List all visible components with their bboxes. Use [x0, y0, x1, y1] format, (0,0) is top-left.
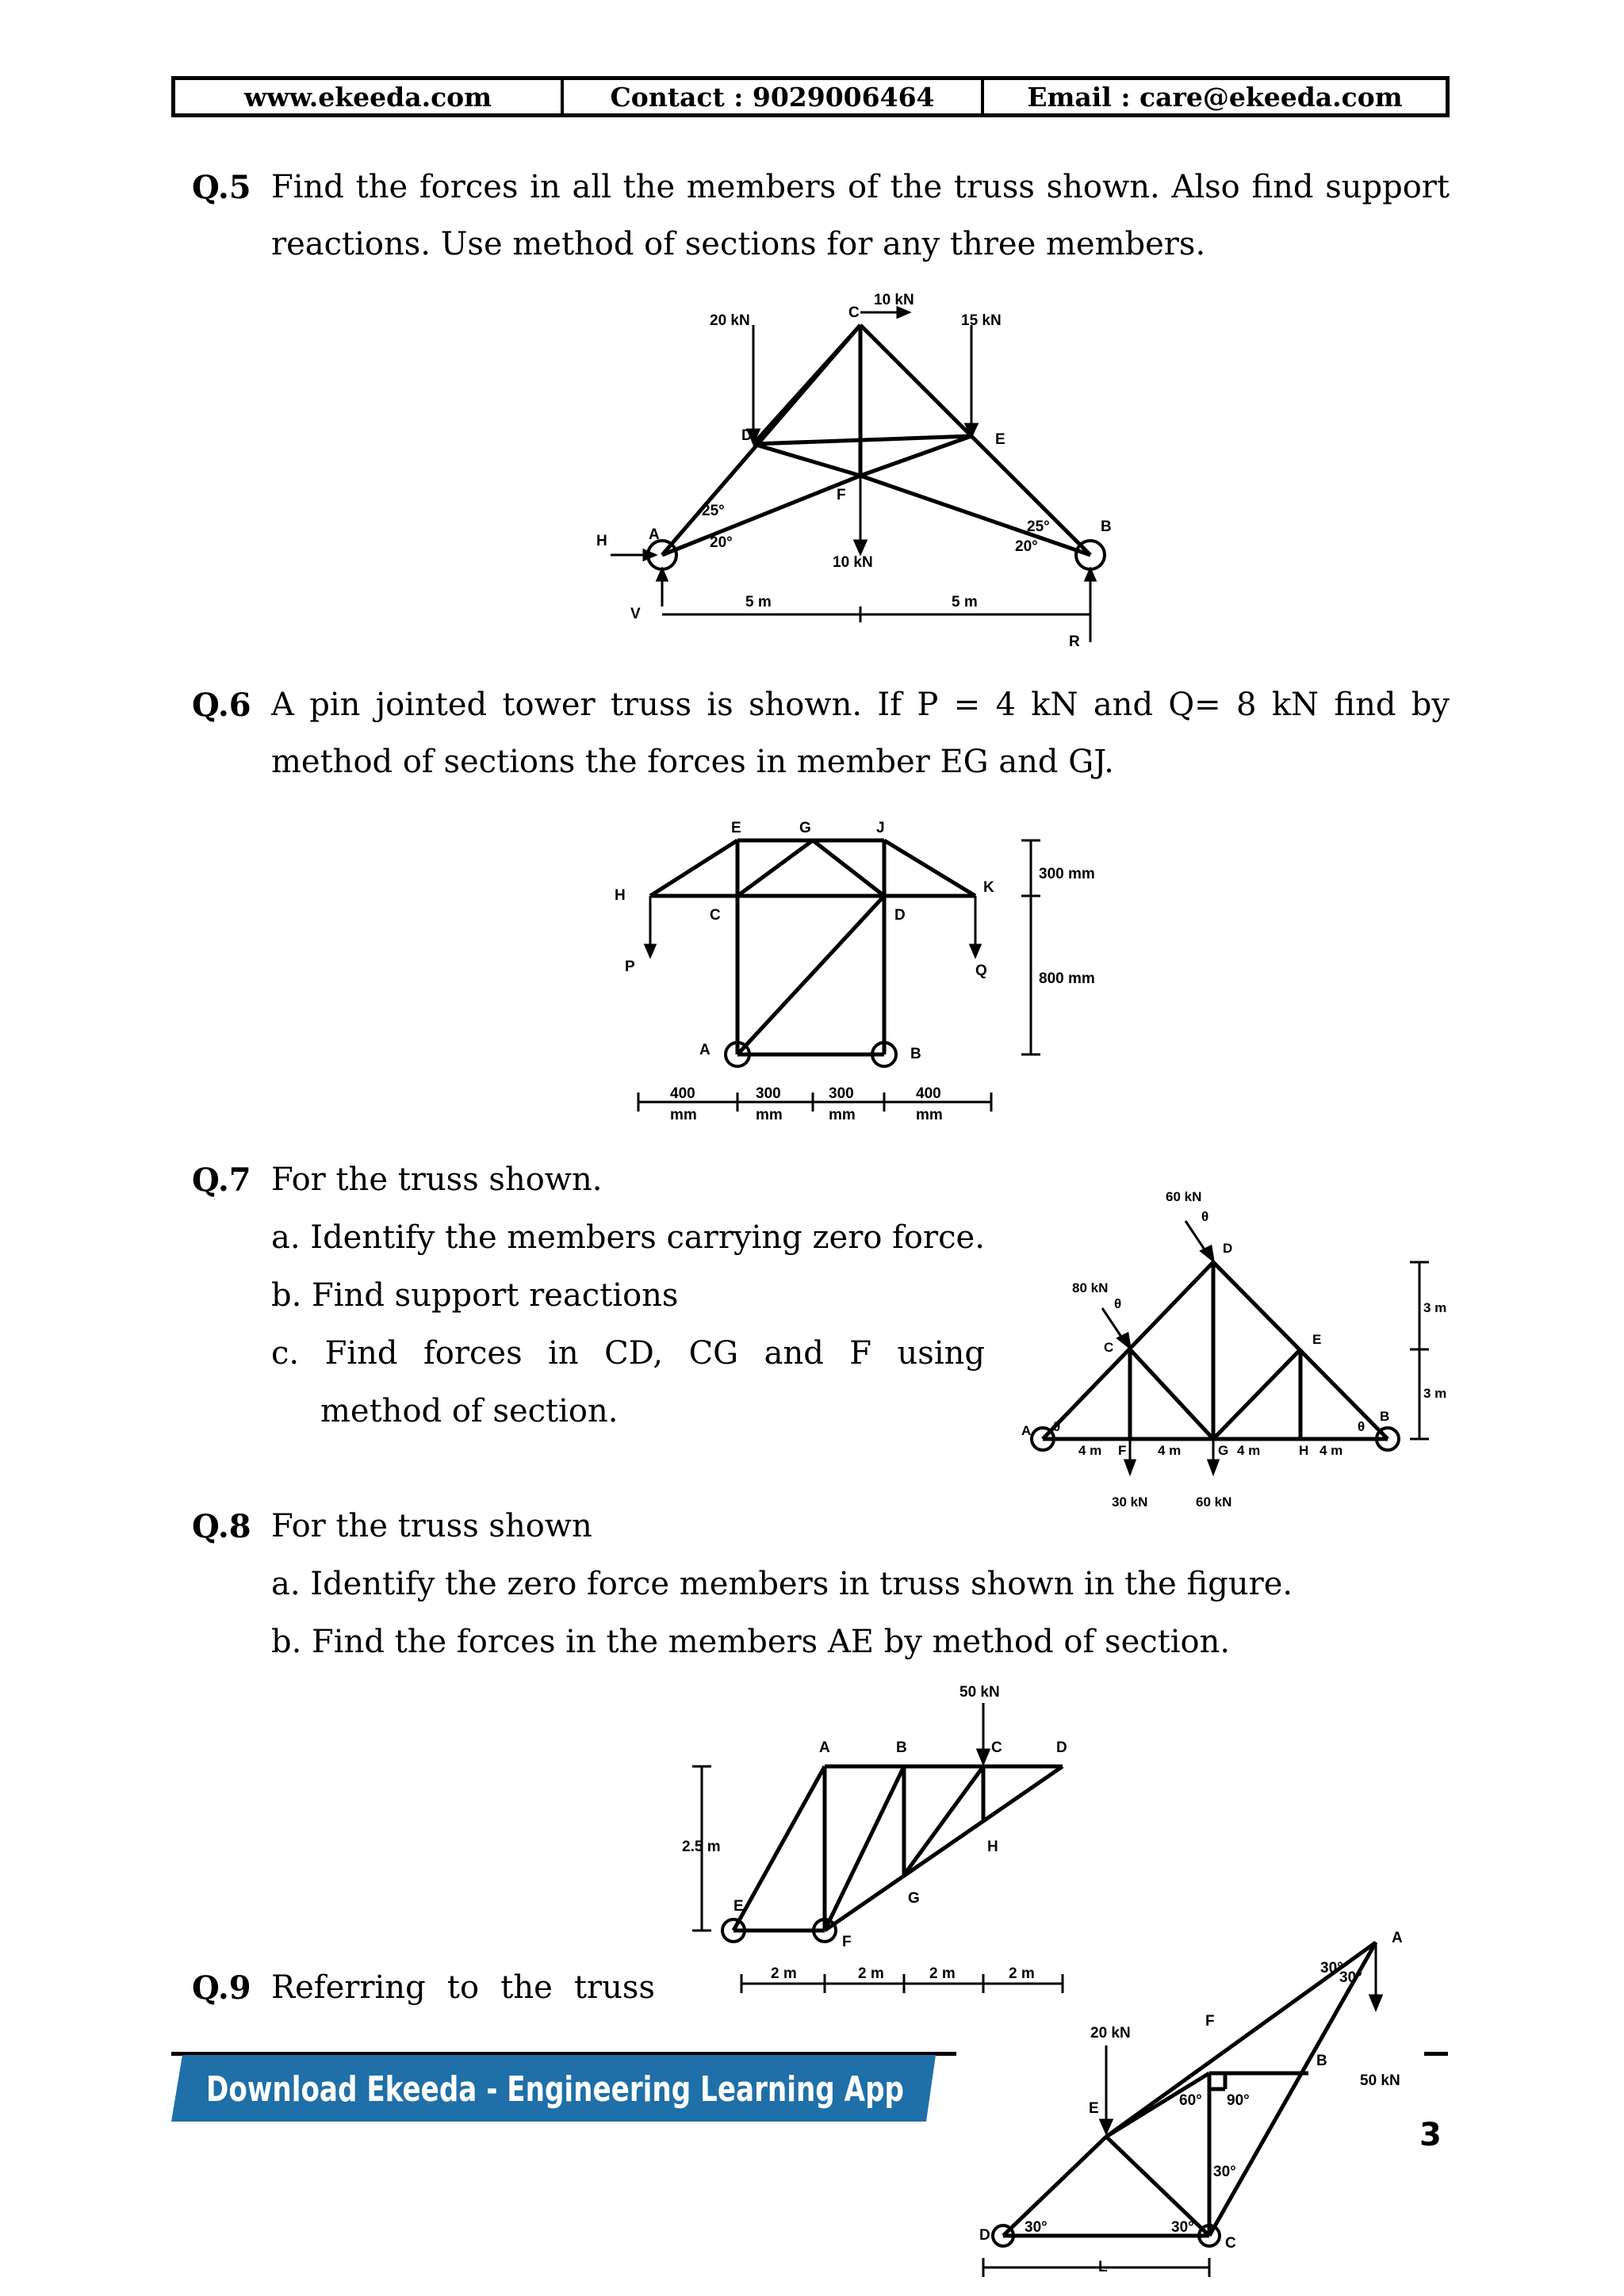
- svg-text:4 m: 4 m: [1320, 1443, 1343, 1458]
- q7-item-b: b. Find support reactions: [271, 1277, 679, 1314]
- svg-text:400: 400: [916, 1085, 941, 1102]
- svg-text:30°: 30°: [1171, 2219, 1194, 2236]
- svg-text:A: A: [699, 1042, 710, 1058]
- svg-text:15 kN: 15 kN: [961, 312, 1002, 329]
- header-website[interactable]: www.ekeeda.com: [175, 80, 564, 113]
- q9-line1: Referring to the truss: [271, 1969, 655, 2006]
- q7-item-c2: method of section.: [320, 1393, 619, 1429]
- svg-text:3 m: 3 m: [1423, 1386, 1447, 1401]
- svg-text:E: E: [733, 1898, 744, 1915]
- q9-number: Q.9: [192, 1969, 251, 2007]
- svg-text:G: G: [1218, 1443, 1229, 1458]
- svg-text:E: E: [1089, 2100, 1099, 2117]
- svg-text:B: B: [896, 1739, 907, 1756]
- svg-text:10 kN: 10 kN: [874, 293, 914, 308]
- svg-text:3 m: 3 m: [1423, 1300, 1447, 1315]
- svg-text:30°: 30°: [1339, 1969, 1362, 1986]
- svg-text:20°: 20°: [710, 534, 733, 551]
- svg-text:5 m: 5 m: [952, 594, 978, 610]
- svg-text:mm: mm: [916, 1107, 943, 1123]
- q5-number: Q.5: [192, 169, 251, 206]
- svg-text:mm: mm: [829, 1107, 856, 1123]
- svg-text:B: B: [910, 1046, 921, 1062]
- svg-text:2 m: 2 m: [929, 1965, 956, 1982]
- svg-text:H: H: [987, 1839, 998, 1855]
- svg-text:L: L: [1098, 2259, 1108, 2275]
- q7-item-a: a. Identify the members carrying zero force.: [271, 1219, 985, 1256]
- page-number: 3: [1419, 2117, 1442, 2153]
- svg-text:A: A: [1392, 1930, 1403, 1946]
- svg-text:A: A: [649, 526, 660, 543]
- svg-text:30 kN: 30 kN: [1112, 1494, 1148, 1510]
- q7-item-c1: c. Find forces in CD, CG and F using: [271, 1335, 985, 1372]
- svg-text:20 kN: 20 kN: [710, 312, 750, 329]
- q9-truss-figure: [948, 1919, 1423, 2296]
- svg-text:25°: 25°: [1027, 519, 1050, 535]
- svg-text:60 kN: 60 kN: [1196, 1494, 1232, 1510]
- svg-text:80 kN: 80 kN: [1072, 1280, 1109, 1295]
- svg-text:50 kN: 50 kN: [1360, 2072, 1400, 2089]
- q8-intro: For the truss shown: [271, 1508, 592, 1544]
- svg-text:F: F: [837, 487, 846, 503]
- svg-text:20 kN: 20 kN: [1090, 2025, 1131, 2042]
- svg-text:2 m: 2 m: [1009, 1965, 1035, 1982]
- q5-line1: Find the forces in all the members of the truss shown. Also find support: [271, 169, 1450, 205]
- svg-text:C: C: [1104, 1340, 1114, 1355]
- svg-text:C: C: [1225, 2235, 1236, 2252]
- svg-text:P: P: [625, 959, 635, 975]
- svg-text:B: B: [1101, 519, 1112, 535]
- svg-text:θ: θ: [1201, 1209, 1209, 1224]
- svg-text:H: H: [1299, 1443, 1309, 1458]
- svg-text:60°: 60°: [1179, 2092, 1202, 2109]
- svg-text:G: G: [908, 1890, 920, 1907]
- svg-text:D: D: [894, 907, 906, 924]
- svg-text:J: J: [876, 820, 885, 836]
- header-email[interactable]: Email : care@ekeeda.com: [1027, 81, 1403, 113]
- svg-text:K: K: [983, 879, 994, 896]
- svg-text:F: F: [842, 1934, 852, 1950]
- q8-number: Q.8: [192, 1508, 251, 1545]
- q5-truss-figure: [587, 293, 1126, 666]
- svg-text:2.5 m: 2.5 m: [682, 1839, 721, 1855]
- download-app-banner[interactable]: [171, 2055, 936, 2122]
- svg-text:5 m: 5 m: [745, 594, 772, 610]
- footer-rule-right: [1424, 2052, 1448, 2056]
- svg-text:D: D: [741, 427, 753, 444]
- svg-text:4 m: 4 m: [1078, 1443, 1102, 1458]
- svg-text:300 mm: 300 mm: [1039, 866, 1095, 882]
- svg-text:θ: θ: [1358, 1419, 1365, 1434]
- q8-item-b: b. Find the forces in the members AE by method of section.: [271, 1624, 1231, 1660]
- svg-text:F: F: [1118, 1443, 1127, 1458]
- svg-text:25°: 25°: [702, 503, 725, 519]
- svg-text:C: C: [991, 1739, 1002, 1756]
- q7-truss-figure: [1007, 1173, 1451, 1522]
- banner-text: Download Ekeeda - Engineering Learning App: [206, 2069, 904, 2110]
- q7-number: Q.7: [192, 1161, 251, 1199]
- svg-text:H: H: [615, 887, 626, 904]
- svg-text:90°: 90°: [1227, 2092, 1250, 2109]
- svg-text:300: 300: [756, 1085, 781, 1102]
- q6-line2: method of sections the forces in member EG and GJ.: [271, 744, 1114, 780]
- svg-text:2 m: 2 m: [858, 1965, 884, 1982]
- svg-text:300: 300: [829, 1085, 854, 1102]
- q6-line1: A pin jointed tower truss is shown. If P = 4 kN and Q= 8 kN find by: [271, 687, 1450, 723]
- q6-tower-truss-figure: [611, 809, 1150, 1142]
- svg-text:θ: θ: [1053, 1419, 1061, 1434]
- header-contact: Contact : 9029006464: [564, 80, 984, 113]
- svg-text:mm: mm: [756, 1107, 783, 1123]
- svg-text:F: F: [1205, 2013, 1215, 2030]
- svg-text:D: D: [1223, 1241, 1233, 1256]
- svg-text:mm: mm: [670, 1107, 697, 1123]
- svg-text:V: V: [630, 606, 641, 622]
- svg-text:800 mm: 800 mm: [1039, 970, 1095, 987]
- svg-text:B: B: [1316, 2053, 1327, 2069]
- svg-text:D: D: [979, 2227, 990, 2244]
- svg-text:R: R: [1069, 633, 1080, 650]
- svg-text:E: E: [731, 820, 741, 836]
- svg-text:E: E: [995, 431, 1005, 448]
- svg-text:A: A: [1021, 1423, 1032, 1438]
- q7-intro: For the truss shown.: [271, 1161, 603, 1198]
- svg-text:A: A: [819, 1739, 830, 1756]
- svg-text:60 kN: 60 kN: [1166, 1189, 1202, 1204]
- svg-text:2 m: 2 m: [771, 1965, 797, 1982]
- svg-text:4 m: 4 m: [1158, 1443, 1182, 1458]
- svg-text:G: G: [799, 820, 811, 836]
- svg-text:50 kN: 50 kN: [959, 1684, 1000, 1701]
- svg-text:E: E: [1312, 1332, 1322, 1347]
- svg-text:θ: θ: [1114, 1296, 1122, 1311]
- svg-text:30°: 30°: [1320, 1960, 1343, 1976]
- q5-line2: reactions. Use method of sections for any three members.: [271, 226, 1206, 262]
- svg-text:D: D: [1056, 1739, 1067, 1756]
- svg-text:H: H: [596, 533, 607, 549]
- svg-text:400: 400: [670, 1085, 695, 1102]
- svg-text:10 kN: 10 kN: [833, 554, 873, 571]
- svg-text:C: C: [848, 304, 860, 321]
- svg-text:C: C: [710, 907, 721, 924]
- header-bar: [171, 76, 1450, 117]
- svg-text:20°: 20°: [1015, 538, 1038, 555]
- q6-number: Q.6: [192, 687, 251, 724]
- svg-text:30°: 30°: [1025, 2219, 1048, 2236]
- svg-text:30°: 30°: [1213, 2164, 1236, 2180]
- q8-item-a: a. Identify the zero force members in truss shown in the figure.: [271, 1566, 1293, 1602]
- svg-text:Q: Q: [975, 962, 987, 979]
- svg-text:B: B: [1380, 1409, 1390, 1424]
- svg-text:4 m: 4 m: [1237, 1443, 1261, 1458]
